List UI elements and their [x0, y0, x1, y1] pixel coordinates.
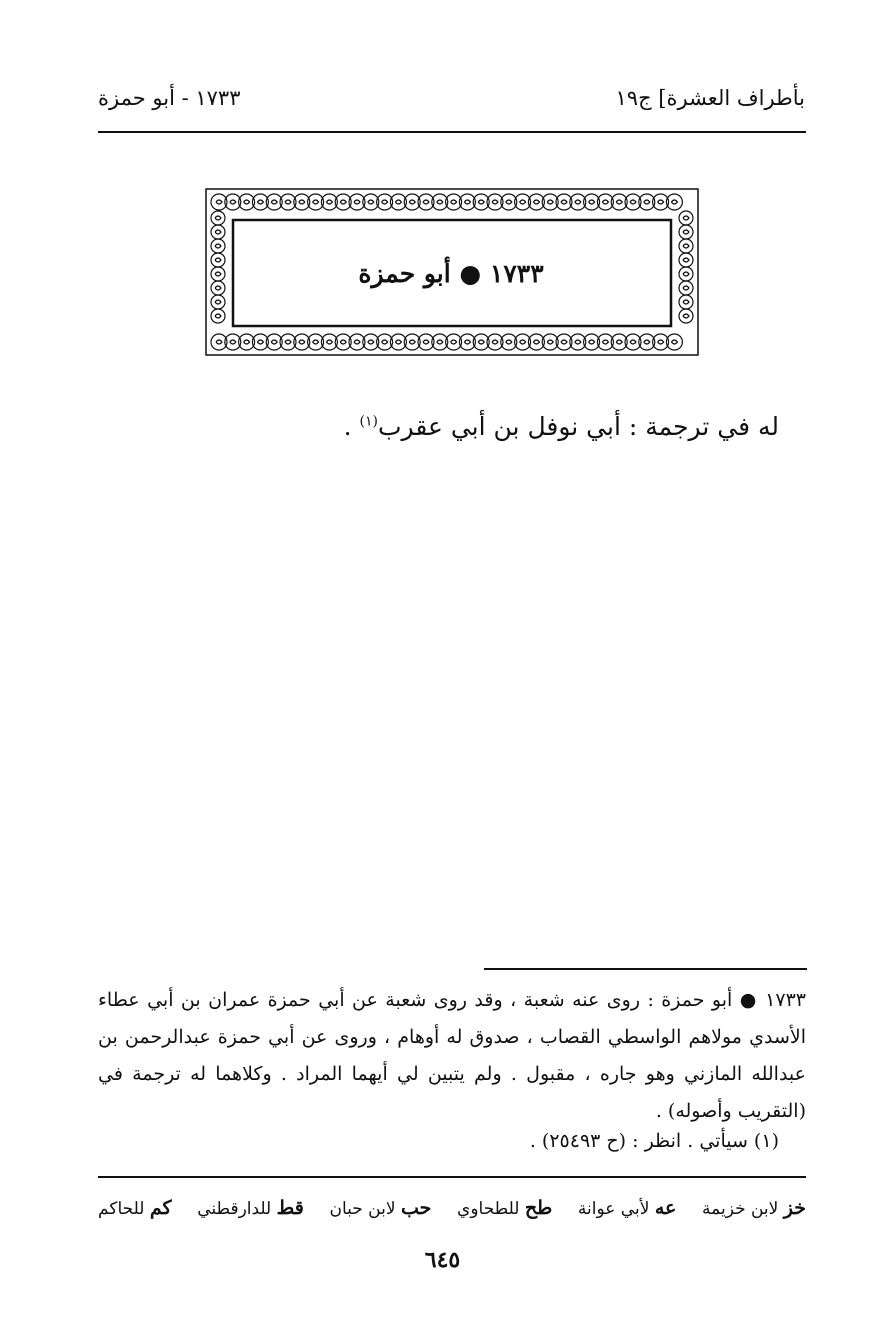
ornament-leaf: [354, 200, 360, 204]
ornament-leaf: [326, 340, 332, 344]
ornament-leaf: [478, 340, 484, 344]
abbreviation-legend: [98, 1193, 806, 1223]
ornament-leaf: [589, 340, 595, 344]
ornament-link: [211, 253, 225, 267]
ornament-leaf: [520, 340, 526, 344]
ornament-link: [679, 211, 693, 225]
ornament-link: [211, 225, 225, 239]
footnote-entry: ١٧٣٣ ● أبو حمزة : روى عنه شعبة ، وقد روى شعبة عن أبي حمزة عمران بن أبي عطاء الأسدي مولاهم الواسطي القصاب ، صدوق له أوهام ، وروى عن أبي حمزة عبدالرحمن بن عبدالله المازني وهو جاره ، مقبول . ولم يتبين لي أيهما المراد . وكلاهما له ترجمة في (التقريب وأصوله) .: [98, 989, 806, 1122]
ornament-link: [211, 309, 225, 323]
ornament-leaf: [423, 340, 429, 344]
ornament-leaf: [616, 340, 622, 344]
ornament-link: [679, 239, 693, 253]
ornament-link: [679, 225, 693, 239]
ornament-leaf: [533, 340, 539, 344]
ornament-leaf: [683, 314, 689, 318]
ornament-leaf: [671, 340, 677, 344]
ornament-leaf: [492, 200, 498, 204]
legend-rule: [98, 1176, 806, 1178]
ornament-link: [211, 211, 225, 225]
ornament-link: [679, 253, 693, 267]
ornament-leaf: [215, 286, 221, 290]
ornament-leaf: [575, 200, 581, 204]
ornament-leaf: [616, 200, 622, 204]
running-header-entry: ١٧٣٣ - أبو حمزة: [98, 86, 241, 110]
ornament-leaf: [244, 340, 250, 344]
header-rule: [98, 131, 806, 133]
ornament-leaf: [395, 340, 401, 344]
entry-body: [344, 412, 779, 441]
ornament-leaf: [506, 200, 512, 204]
ornament-leaf: [368, 340, 374, 344]
entry-body-end: .: [343, 412, 360, 441]
ornament-leaf: [215, 216, 221, 220]
ornament-leaf: [658, 200, 664, 204]
ornament-leaf: [313, 340, 319, 344]
ornament-leaf: [683, 272, 689, 276]
ornament-leaf: [409, 340, 415, 344]
ornament-leaf: [492, 340, 498, 344]
ornament-leaf: [299, 340, 305, 344]
ornament-leaf: [395, 200, 401, 204]
ornament-leaf: [561, 200, 567, 204]
entry-body-text: له في ترجمة : أبي نوفل بن أبي عقرب: [378, 412, 779, 441]
legend-item: خز لابن خزيمة: [702, 1197, 806, 1219]
ornament-leaf: [683, 244, 689, 248]
ornament-leaf: [215, 314, 221, 318]
ornament-leaf: [683, 286, 689, 290]
ornament-leaf: [215, 230, 221, 234]
ornament-leaf: [478, 200, 484, 204]
ornament-leaf: [437, 200, 443, 204]
ornament-leaf: [437, 340, 443, 344]
ornament-leaf: [683, 258, 689, 262]
ornament-leaf: [354, 340, 360, 344]
running-header-book: بأطراف العشرة] ج١٩: [615, 86, 805, 110]
ornament-leaf: [533, 200, 539, 204]
legend-item: كم للحاكم: [98, 1197, 172, 1219]
ornament-leaf: [257, 200, 263, 204]
ornament-leaf: [630, 200, 636, 204]
ornament-leaf: [340, 340, 346, 344]
legend-item: طح للطحاوي: [457, 1197, 553, 1219]
ornament-leaf: [683, 300, 689, 304]
ornament-leaf: [285, 200, 291, 204]
ornament-leaf: [506, 340, 512, 344]
ornament-leaf: [382, 200, 388, 204]
ornament-leaf: [644, 340, 650, 344]
ornament-link: [679, 309, 693, 323]
footnote-1: (١) سيأتي . انظر : (ح ٢٥٤٩٣) .: [529, 1130, 779, 1152]
ornament-leaf: [215, 258, 221, 262]
ornament-leaf: [561, 340, 567, 344]
ornament-link: [211, 239, 225, 253]
ornament-leaf: [215, 244, 221, 248]
ornament-link: [211, 267, 225, 281]
ornament-leaf: [423, 200, 429, 204]
ornament-leaf: [382, 340, 388, 344]
ornament-leaf: [368, 200, 374, 204]
ornament-leaf: [230, 340, 236, 344]
page-number: ٦٤٥: [424, 1247, 461, 1273]
ornament-leaf: [230, 200, 236, 204]
ornament-leaf: [409, 200, 415, 204]
ornament-leaf: [216, 200, 222, 204]
ornament-leaf: [644, 200, 650, 204]
ornament-leaf: [683, 216, 689, 220]
ornament-leaf: [630, 340, 636, 344]
ornament-leaf: [547, 200, 553, 204]
ornament-leaf: [271, 340, 277, 344]
legend-item: عه لأبي عوانة: [577, 1197, 677, 1219]
footnote-separator: [484, 968, 807, 970]
ornament-leaf: [215, 300, 221, 304]
ornament-leaf: [683, 230, 689, 234]
entry-title: ١٧٣٣ ● أبو حمزة: [358, 258, 544, 288]
legend-item: حب لابن حبان: [329, 1197, 432, 1219]
ornament-leaf: [326, 200, 332, 204]
ornament-leaf: [285, 340, 291, 344]
ornament-leaf: [451, 340, 457, 344]
ornament-link: [211, 295, 225, 309]
ornament-leaf: [257, 340, 263, 344]
ornament-leaf: [520, 200, 526, 204]
footnote-ref: (١): [359, 413, 378, 430]
ornament-leaf: [271, 200, 277, 204]
ornament-leaf: [602, 340, 608, 344]
ornament-leaf: [244, 200, 250, 204]
ornament-leaf: [671, 200, 677, 204]
legend-item: قط للدارقطني: [197, 1197, 304, 1219]
ornament-leaf: [299, 200, 305, 204]
ornament-link: [679, 295, 693, 309]
ornament-leaf: [464, 340, 470, 344]
ornament-leaf: [451, 200, 457, 204]
ornament-leaf: [589, 200, 595, 204]
ornament-leaf: [340, 200, 346, 204]
ornament-leaf: [216, 340, 222, 344]
ornament-leaf: [658, 340, 664, 344]
ornament-leaf: [215, 272, 221, 276]
ornament-link: [211, 281, 225, 295]
ornament-leaf: [313, 200, 319, 204]
ornament-link: [679, 267, 693, 281]
ornament-link: [679, 281, 693, 295]
ornament-leaf: [602, 200, 608, 204]
ornament-leaf: [547, 340, 553, 344]
ornament-leaf: [575, 340, 581, 344]
ornament-leaf: [464, 200, 470, 204]
